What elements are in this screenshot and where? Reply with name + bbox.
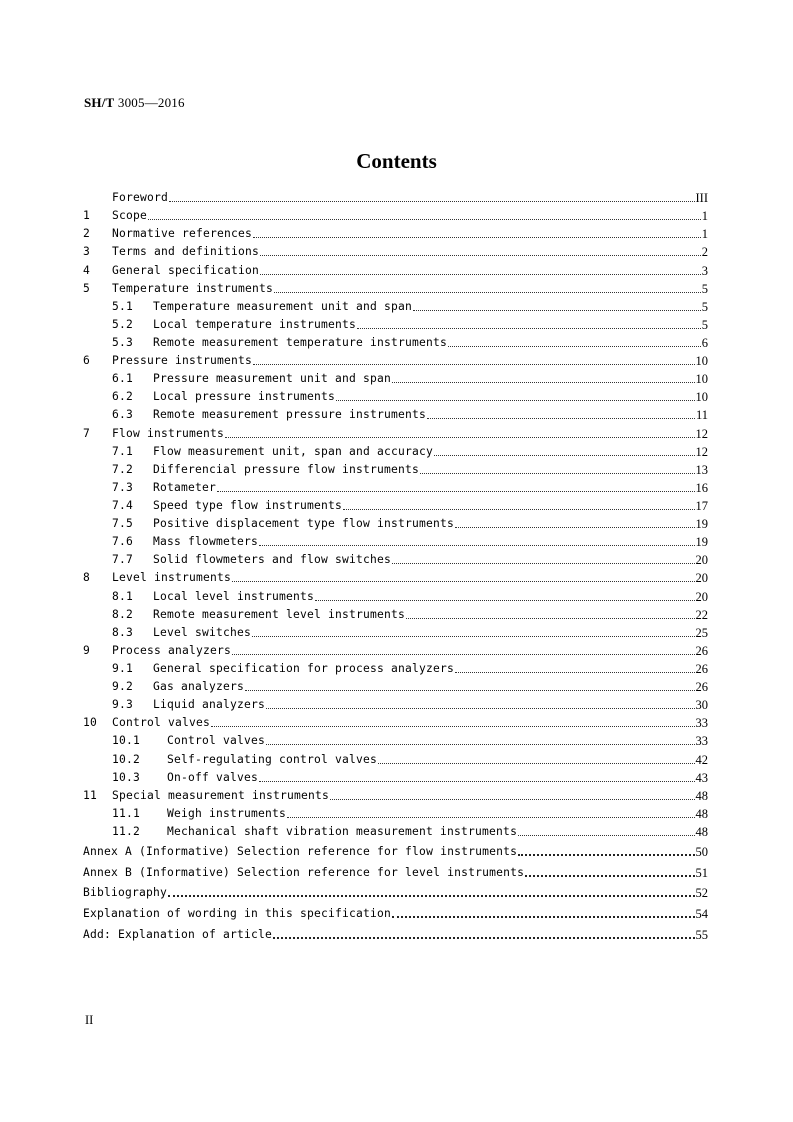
document-code-number: 3005—2016 xyxy=(117,95,185,110)
toc-entry-title: Flow instruments xyxy=(112,426,225,440)
toc-entry-number: 5 xyxy=(83,281,91,295)
toc-entry-page: 48 xyxy=(695,824,708,839)
toc-entry-page: 1 xyxy=(701,227,708,242)
toc-entry[interactable] xyxy=(83,443,708,461)
toc-entry-page: 20 xyxy=(695,571,708,586)
toc-dot-leader xyxy=(330,787,694,805)
toc-entry[interactable] xyxy=(83,551,708,569)
toc-entry-number: 6.2 xyxy=(112,390,134,404)
toc-entry-number: 11.2 xyxy=(112,824,141,838)
toc-dot-leader xyxy=(211,714,694,732)
toc-entry-page: 55 xyxy=(695,927,708,942)
toc-dot-leader xyxy=(266,732,694,750)
toc-entry-page: 12 xyxy=(695,444,708,459)
toc-entry-page: 19 xyxy=(695,517,708,532)
toc-entry-number: 8.1 xyxy=(112,589,134,603)
toc-entry-number: 5.1 xyxy=(112,299,134,313)
toc-entry-number: 2 xyxy=(83,227,91,241)
toc-entry[interactable] xyxy=(83,841,708,862)
toc-entry-title: Pressure measurement unit and span xyxy=(153,372,392,386)
toc-dot-leader xyxy=(232,642,694,660)
toc-entry-page: 54 xyxy=(695,907,708,922)
toc-entry[interactable] xyxy=(83,225,708,243)
toc-entry-number: 4 xyxy=(83,263,91,277)
toc-dot-leader xyxy=(413,298,701,316)
toc-entry-page: 52 xyxy=(695,886,708,901)
toc-entry-title: Terms and definitions xyxy=(112,245,260,259)
toc-entry-page: 2 xyxy=(701,245,708,260)
toc-dot-leader xyxy=(266,696,694,714)
toc-dot-leader xyxy=(336,388,694,406)
toc-entry[interactable] xyxy=(83,316,708,334)
toc-entry-title: Normative references xyxy=(112,227,253,241)
toc-entry[interactable] xyxy=(83,823,708,841)
toc-entry-title: Temperature instruments xyxy=(112,281,274,295)
toc-entry-number: 9 xyxy=(83,643,91,657)
toc-dot-leader xyxy=(378,751,694,769)
document-code xyxy=(84,95,185,111)
toc-dot-leader xyxy=(392,551,694,569)
toc-entry-title: Remote measurement temperature instruments xyxy=(153,335,448,349)
toc-entry-page: 26 xyxy=(695,680,708,695)
toc-entry-number: 8.3 xyxy=(112,625,134,639)
toc-dot-leader xyxy=(169,189,694,207)
toc-entry-number: 7.6 xyxy=(112,535,134,549)
toc-entry-page: 42 xyxy=(695,752,708,767)
toc-entry-title: Local level instruments xyxy=(153,589,315,603)
toc-entry-number: 7.4 xyxy=(112,498,134,512)
toc-entry[interactable] xyxy=(83,569,708,587)
toc-entry-title: Temperature measurement unit and span xyxy=(153,299,413,313)
toc-dot-leader xyxy=(148,207,701,225)
toc-entry-page: 22 xyxy=(695,607,708,622)
toc-entry-title: Rotameter xyxy=(153,480,217,494)
toc-entry-page: 3 xyxy=(701,263,708,278)
toc-entry-number: 9.2 xyxy=(112,680,134,694)
toc-entry-page: 10 xyxy=(695,354,708,369)
toc-entry-title: Differencial pressure flow instruments xyxy=(153,462,420,476)
toc-dot-leader xyxy=(260,262,701,280)
toc-entry-number: 9.1 xyxy=(112,661,134,675)
toc-entry-page: III xyxy=(695,191,708,206)
toc-entry-number: 7.7 xyxy=(112,553,134,567)
toc-dot-leader xyxy=(253,225,701,243)
toc-entry-page: 20 xyxy=(695,553,708,568)
page-title: Contents xyxy=(356,149,437,173)
toc-dot-leader xyxy=(518,844,694,862)
toc-entry-page: 30 xyxy=(695,698,708,713)
toc-entry-title: Process analyzers xyxy=(112,643,232,657)
toc-entry-title: Mass flowmeters xyxy=(153,535,259,549)
toc-entry-number: 9.3 xyxy=(112,698,134,712)
toc-entry-page: 25 xyxy=(695,625,708,640)
toc-dot-leader xyxy=(168,885,694,903)
toc-entry-title: Special measurement instruments xyxy=(112,788,330,802)
toc-entry-title: Pressure instruments xyxy=(112,354,253,368)
footer-page-number: II xyxy=(85,1013,94,1027)
toc-entry-title: Self-regulating control valves xyxy=(167,752,378,766)
toc-dot-leader xyxy=(427,406,695,424)
toc-entry[interactable] xyxy=(83,642,708,660)
toc-dot-leader xyxy=(392,370,694,388)
toc-entry-number: 10.3 xyxy=(112,770,141,784)
toc-entry[interactable] xyxy=(83,587,708,605)
toc-entry[interactable] xyxy=(83,696,708,714)
toc-entry-page: 6 xyxy=(701,335,708,350)
toc-entry-page: 33 xyxy=(695,716,708,731)
toc-entry[interactable] xyxy=(83,606,708,624)
toc-entry-number: 10 xyxy=(83,716,98,730)
toc-entry-page: 17 xyxy=(695,498,708,513)
toc-entry[interactable] xyxy=(83,189,708,207)
toc-entry-title: Add: Explanation of article xyxy=(83,927,273,941)
toc-entry[interactable] xyxy=(83,787,708,805)
toc-entry[interactable] xyxy=(83,388,708,406)
toc-entry-title: General specification for process analyzers xyxy=(153,661,455,675)
toc-dot-leader xyxy=(225,425,694,443)
toc-entry[interactable] xyxy=(83,678,708,696)
toc-entry[interactable] xyxy=(83,370,708,388)
toc-dot-leader xyxy=(253,352,694,370)
toc-entry-title: General specification xyxy=(112,263,260,277)
toc-entry-number: 7 xyxy=(83,426,91,440)
toc-dot-leader xyxy=(455,660,694,678)
toc-entry-page: 26 xyxy=(695,643,708,658)
table-of-contents xyxy=(83,189,708,945)
toc-entry-page: 1 xyxy=(701,209,708,224)
toc-entry[interactable] xyxy=(83,497,708,515)
toc-dot-leader xyxy=(392,906,694,924)
toc-entry[interactable] xyxy=(83,352,708,370)
toc-entry-page: 5 xyxy=(701,281,708,296)
toc-entry[interactable] xyxy=(83,805,708,823)
toc-entry[interactable] xyxy=(83,334,708,352)
toc-entry-number: 7.1 xyxy=(112,444,134,458)
toc-entry[interactable] xyxy=(83,533,708,551)
toc-entry-number: 7.3 xyxy=(112,480,134,494)
toc-entry[interactable] xyxy=(83,424,708,442)
toc-entry-title: Bibliography xyxy=(83,886,168,900)
toc-entry-page: 48 xyxy=(695,788,708,803)
toc-entry-title: Positive displacement type flow instruments xyxy=(153,517,455,531)
toc-entry-title: Level switches xyxy=(153,625,252,639)
toc-entry[interactable] xyxy=(83,924,708,945)
toc-entry-number: 6.3 xyxy=(112,408,134,422)
toc-entry[interactable] xyxy=(83,461,708,479)
toc-entry-number: 10.2 xyxy=(112,752,141,766)
toc-entry-number: 11 xyxy=(83,788,98,802)
toc-entry-number: 8.2 xyxy=(112,607,134,621)
toc-dot-leader xyxy=(525,865,694,883)
toc-entry[interactable] xyxy=(83,207,708,225)
toc-entry[interactable] xyxy=(83,406,708,424)
toc-entry-title: Remote measurement pressure instruments xyxy=(153,408,427,422)
toc-entry-number: 6.1 xyxy=(112,372,134,386)
toc-entry[interactable] xyxy=(83,243,708,261)
toc-entry-title: Speed type flow instruments xyxy=(153,498,343,512)
toc-entry-title: Liquid analyzers xyxy=(153,698,266,712)
toc-entry-page: 43 xyxy=(695,770,708,785)
toc-dot-leader xyxy=(232,569,694,587)
toc-dot-leader xyxy=(420,461,694,479)
toc-entry-title: Weigh instruments xyxy=(167,806,287,820)
toc-entry-title: On-off valves xyxy=(167,770,259,784)
toc-entry-title: Scope xyxy=(112,209,148,223)
toc-dot-leader xyxy=(260,243,701,261)
toc-entry[interactable] xyxy=(83,862,708,883)
toc-entry-page: 33 xyxy=(695,734,708,749)
toc-entry-title: Level instruments xyxy=(112,571,232,585)
toc-entry-number: 1 xyxy=(83,209,91,223)
toc-dot-leader xyxy=(245,678,694,696)
toc-entry[interactable] xyxy=(83,660,708,678)
toc-entry[interactable] xyxy=(83,732,708,750)
toc-entry-page: 13 xyxy=(695,462,708,477)
toc-entry-title: Remote measurement level instruments xyxy=(153,607,406,621)
toc-dot-leader xyxy=(217,479,694,497)
document-code-prefix: SH/T xyxy=(84,95,115,110)
toc-entry-number: 11.1 xyxy=(112,806,141,820)
toc-entry-title: Foreword xyxy=(112,191,169,205)
toc-entry-page: 10 xyxy=(695,390,708,405)
toc-dot-leader xyxy=(455,515,694,533)
toc-dot-leader xyxy=(518,823,694,841)
toc-entry-title: Mechanical shaft vibration measurement instruments xyxy=(167,824,518,838)
toc-dot-leader xyxy=(357,316,701,334)
toc-entry-page: 16 xyxy=(695,480,708,495)
toc-entry-page: 5 xyxy=(701,317,708,332)
toc-entry-page: 20 xyxy=(695,589,708,604)
toc-dot-leader xyxy=(274,280,701,298)
toc-entry-title: Local pressure instruments xyxy=(153,390,336,404)
toc-entry-number: 7.2 xyxy=(112,462,134,476)
toc-entry[interactable] xyxy=(83,883,708,904)
toc-entry[interactable] xyxy=(83,479,708,497)
toc-entry-title: Annex B (Informative) Selection reference for level instruments xyxy=(83,865,525,879)
toc-entry-page: 48 xyxy=(695,806,708,821)
toc-entry[interactable] xyxy=(83,750,708,768)
toc-dot-leader xyxy=(287,805,694,823)
toc-entry-title: Control valves xyxy=(112,716,211,730)
toc-entry-title: Flow measurement unit, span and accuracy xyxy=(153,444,434,458)
toc-entry-number: 10.1 xyxy=(112,734,141,748)
toc-entry-page: 10 xyxy=(695,372,708,387)
toc-entry-number: 8 xyxy=(83,571,91,585)
toc-entry-title: Gas analyzers xyxy=(153,680,245,694)
toc-entry[interactable] xyxy=(83,298,708,316)
toc-entry-title: Local temperature instruments xyxy=(153,317,357,331)
toc-dot-leader xyxy=(259,533,694,551)
toc-entry[interactable] xyxy=(83,903,708,924)
toc-dot-leader xyxy=(448,334,701,352)
toc-dot-leader xyxy=(315,588,694,606)
toc-entry[interactable] xyxy=(83,769,708,787)
toc-entry[interactable] xyxy=(83,261,708,279)
toc-entry-title: Control valves xyxy=(167,734,266,748)
toc-entry[interactable] xyxy=(83,280,708,298)
toc-entry-page: 51 xyxy=(695,865,708,880)
toc-entry-number: 7.5 xyxy=(112,517,134,531)
toc-dot-leader xyxy=(343,497,694,515)
toc-entry-number: 5.2 xyxy=(112,317,134,331)
toc-dot-leader xyxy=(259,769,694,787)
toc-entry[interactable] xyxy=(83,624,708,642)
toc-entry-page: 5 xyxy=(701,299,708,314)
toc-dot-leader xyxy=(434,443,694,461)
toc-entry-title: Annex A (Informative) Selection reference for flow instruments xyxy=(83,844,518,858)
toc-entry-page: 19 xyxy=(695,535,708,550)
toc-entry-page: 12 xyxy=(695,426,708,441)
toc-entry-number: 3 xyxy=(83,245,91,259)
toc-entry[interactable] xyxy=(83,515,708,533)
toc-entry-number: 6 xyxy=(83,354,91,368)
toc-dot-leader xyxy=(252,624,694,642)
toc-entry-page: 26 xyxy=(695,661,708,676)
toc-entry-title: Solid flowmeters and flow switches xyxy=(153,553,392,567)
toc-dot-leader xyxy=(273,927,694,945)
toc-entry-title: Explanation of wording in this specification xyxy=(83,907,392,921)
toc-dot-leader xyxy=(406,606,694,624)
toc-entry[interactable] xyxy=(83,714,708,732)
toc-entry-page: 50 xyxy=(695,844,708,859)
toc-entry-number: 5.3 xyxy=(112,335,134,349)
toc-entry-page: 11 xyxy=(695,408,708,423)
